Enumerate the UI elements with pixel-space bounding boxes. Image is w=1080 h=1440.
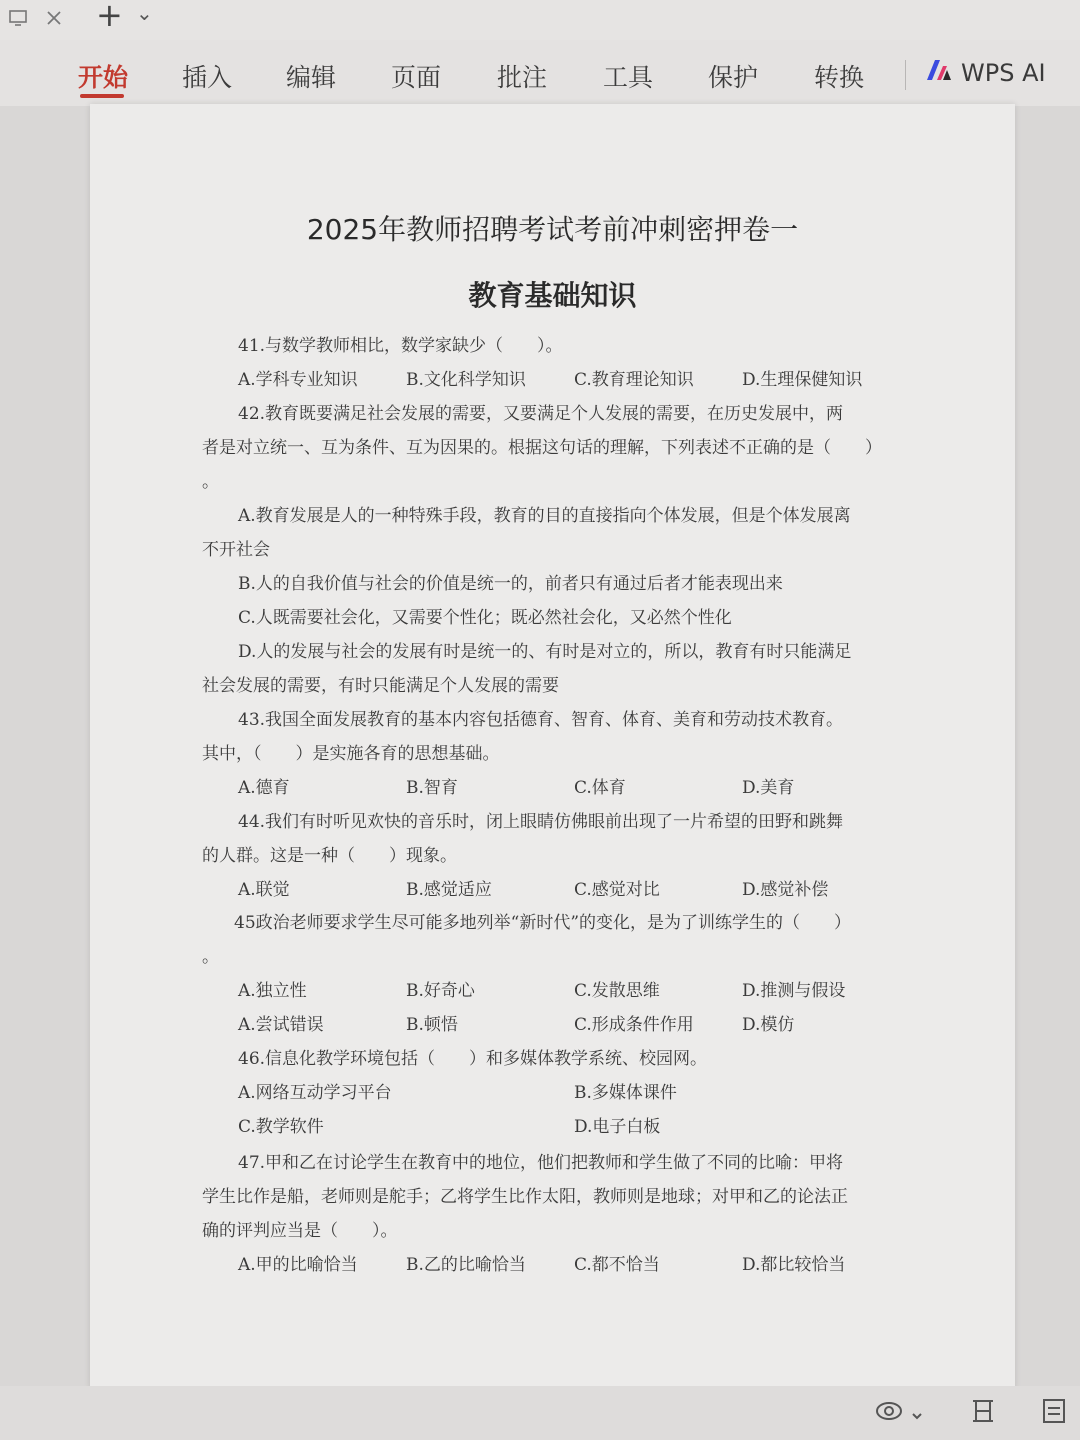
document-title: 2025年教师招聘考试考前冲刺密押卷一 [306, 213, 799, 246]
option-43-a: A.德育 [238, 778, 290, 798]
question-45-line-2: 。 [202, 947, 219, 967]
question-41: 41.与数学教师相比，数学家缺少（ ）。 [238, 336, 563, 356]
bottom-toolbar [0, 1386, 1080, 1440]
option-41-d: D.生理保健知识 [742, 370, 863, 390]
document-page[interactable] [90, 104, 1015, 1390]
tab-page[interactable]: 页面 [391, 63, 442, 92]
tab-dropdown-icon[interactable]: ⌄ [136, 1, 153, 25]
new-tab-button[interactable]: + [96, 0, 123, 34]
option-46-b: B.多媒体课件 [574, 1083, 677, 1103]
option-45-d: D.推测与假设 [742, 981, 846, 1001]
option-46-a: A.网络互动学习平台 [238, 1083, 392, 1103]
option-42-a-line-1: A.教育发展是人的一种特殊手段，教育的目的直接指向个体发展，但是个体发展离 [238, 506, 851, 526]
option-45-b: B.好奇心 [406, 981, 475, 1001]
option-46-c: C.教学软件 [238, 1117, 324, 1137]
fit-page-icon[interactable] [968, 1396, 998, 1433]
option-41-b: B.文化科学知识 [406, 370, 526, 390]
option-45x-d: D.模仿 [742, 1015, 795, 1035]
option-46-d: D.电子白板 [574, 1117, 661, 1137]
question-42-line-2: 者是对立统一、互为条件、互为因果的。根据这句话的理解，下列表述不正确的是（ ） [202, 438, 882, 458]
option-42-a-line-2: 不开社会 [202, 540, 270, 560]
question-42-line-1: 42.教育既要满足社会发展的需要，又要满足个人发展的需要，在历史发展中，两 [238, 404, 844, 424]
menu-separator [905, 60, 906, 90]
chevron-down-icon[interactable] [910, 1400, 924, 1430]
option-42-d-line-2: 社会发展的需要，有时只能满足个人发展的需要 [202, 676, 559, 696]
close-icon[interactable] [44, 8, 64, 33]
outline-icon[interactable] [1040, 1396, 1068, 1433]
option-42-b: B.人的自我价值与社会的价值是统一的，前者只有通过后者才能表现出来 [238, 574, 783, 594]
option-42-d-line-1: D.人的发展与社会的发展有时是统一的、有时是对立的，所以，教育有时只能满足 [238, 642, 852, 662]
tab-start[interactable]: 开始 [78, 63, 129, 92]
option-44-d: D.感觉补偿 [742, 880, 829, 900]
option-44-b: B.感觉适应 [406, 880, 492, 900]
question-42-line-3: 。 [202, 472, 219, 492]
option-41-c: C.教育理论知识 [574, 370, 694, 390]
option-43-c: C.体育 [574, 778, 626, 798]
question-45-line-1: 45政治老师要求学生尽可能多地列举“新时代”的变化，是为了训练学生的（ ） [234, 913, 852, 933]
question-47-line-1: 47.甲和乙在讨论学生在教育中的地位，他们把教师和学生做了不同的比喻：甲将 [238, 1153, 844, 1173]
option-45x-a: A.尝试错误 [238, 1015, 324, 1035]
tab-edit[interactable]: 编辑 [286, 63, 337, 92]
title-bar [0, 0, 1080, 40]
option-45x-c: C.形成条件作用 [574, 1015, 694, 1035]
monitor-icon[interactable] [8, 8, 28, 33]
wps-ai-logo-icon [925, 58, 953, 88]
option-44-a: A.联觉 [238, 880, 290, 900]
option-45x-b: B.顿悟 [406, 1015, 458, 1035]
option-47-b: B.乙的比喻恰当 [406, 1255, 526, 1275]
option-45-c: C.发散思维 [574, 981, 660, 1001]
question-44-line-1: 44.我们有时听见欢快的音乐时，闭上眼睛仿佛眼前出现了一片希望的田野和跳舞 [238, 812, 844, 832]
question-44-line-2: 的人群。这是一种（ ）现象。 [202, 846, 457, 866]
question-47-line-2: 学生比作是船，老师则是舵手；乙将学生比作太阳，教师则是地球；对甲和乙的论法正 [202, 1187, 848, 1207]
wps-ai-label: WPS AI [961, 59, 1046, 87]
option-42-c: C.人既需要社会化，又需要个性化；既必然社会化，又必然个性化 [238, 608, 732, 628]
wps-ai-button[interactable] [925, 58, 1046, 88]
question-46: 46.信息化教学环境包括（ ）和多媒体教学系统、校园网。 [238, 1049, 708, 1069]
option-45-a: A.独立性 [238, 981, 307, 1001]
option-47-a: A.甲的比喻恰当 [238, 1255, 358, 1275]
option-47-c: C.都不恰当 [574, 1255, 660, 1275]
question-43-line-1: 43.我国全面发展教育的基本内容包括德育、智育、体育、美育和劳动技术教育。 [238, 710, 844, 730]
option-43-d: D.美育 [742, 778, 795, 798]
tab-insert[interactable]: 插入 [182, 63, 233, 92]
option-47-d: D.都比较恰当 [742, 1255, 846, 1275]
tab-review[interactable]: 批注 [497, 63, 548, 92]
active-tab-underline [80, 94, 124, 98]
tab-protect[interactable]: 保护 [708, 63, 759, 92]
option-41-a: A.学科专业知识 [238, 370, 358, 390]
option-43-b: B.智育 [406, 778, 458, 798]
option-44-c: C.感觉对比 [574, 880, 660, 900]
eye-icon[interactable] [874, 1396, 904, 1433]
question-43-line-2: 其中，（ ）是实施各育的思想基础。 [202, 744, 500, 764]
question-47-line-3: 确的评判应当是（ ）。 [202, 1221, 398, 1241]
document-subtitle: 教育基础知识 [468, 279, 637, 312]
tab-convert[interactable]: 转换 [814, 63, 865, 92]
ribbon-tabs [0, 40, 1080, 106]
tab-tools[interactable]: 工具 [603, 63, 654, 92]
